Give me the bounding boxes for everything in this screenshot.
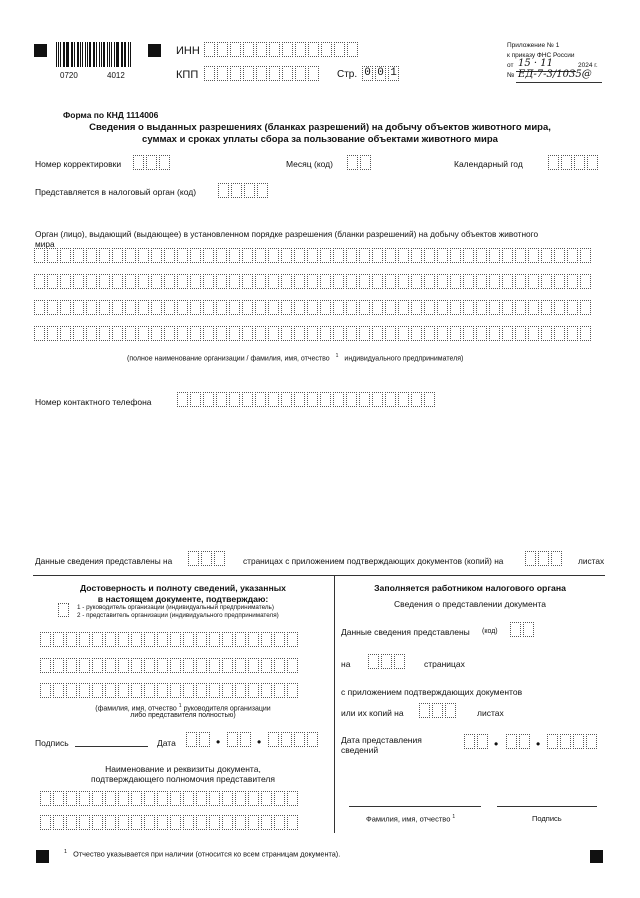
order-number-handwritten: ЕД-7-3/1035@	[518, 69, 592, 80]
barcode-bar	[117, 42, 119, 67]
name-caption-tail: руководителя организации	[183, 705, 271, 713]
year-cells[interactable]	[548, 155, 598, 170]
issuer-name-row[interactable]	[34, 300, 591, 315]
fio-line[interactable]	[349, 806, 481, 807]
right-date-month-cells[interactable]	[506, 734, 530, 749]
barcode-bar	[56, 42, 57, 67]
barcode-bar	[116, 42, 117, 67]
right-date-dot-2: •	[536, 737, 541, 751]
issuer-caption	[127, 353, 463, 362]
barcode-bar	[87, 42, 88, 67]
confirm-option-2: 2 - представитель организации (индивидуального предпринимателя)	[77, 612, 279, 619]
fio-label-sup: 1	[452, 814, 456, 820]
barcode-bar	[72, 42, 73, 67]
barcode-bar	[109, 42, 110, 67]
left-date-dot-2: •	[257, 735, 262, 749]
month-cells[interactable]	[347, 155, 371, 170]
left-date-label: Дата	[157, 738, 176, 748]
barcode-bar	[94, 42, 95, 67]
right-sheets-cells[interactable]	[419, 703, 456, 718]
presented-code-label: (код)	[482, 628, 498, 635]
appendix-label: Приложение № 1	[507, 42, 560, 49]
barcode-bar	[125, 42, 126, 67]
confirm-name-row[interactable]	[40, 632, 298, 647]
phone-cells[interactable]	[177, 392, 435, 407]
confirm-heading-1: Достоверность и полноту сведений, указанных	[80, 583, 286, 593]
order-date-handwritten: 15 · 11	[518, 58, 553, 69]
footnote-sup: 1	[64, 849, 68, 855]
barcode-bar	[71, 42, 72, 67]
month-label: Месяц (код)	[286, 159, 333, 169]
right-date-day-cells[interactable]	[464, 734, 488, 749]
left-date-day-cells[interactable]	[186, 732, 210, 747]
presented-code-cells[interactable]	[510, 622, 534, 637]
correction-number-cells[interactable]	[133, 155, 170, 170]
section-top-rule	[33, 575, 605, 576]
order-date-prefix: от	[507, 62, 514, 69]
pages-count-cells[interactable]	[188, 551, 225, 566]
right-sheets-label: листах	[477, 708, 504, 718]
sign-label: Подпись	[532, 814, 562, 823]
page-digit-1: 0	[362, 66, 373, 81]
issuer-name-row[interactable]	[34, 248, 591, 263]
barcode-bar	[85, 42, 86, 67]
confirm-option-1: 1 - руководитель организации (индивидуальный предприниматель)	[77, 604, 274, 611]
presented-label: Данные сведения представлены	[341, 627, 470, 637]
date-presented-label-1: Дата представления	[341, 735, 422, 745]
kpp-cells[interactable]	[204, 66, 319, 81]
authority-document-row[interactable]	[40, 791, 298, 806]
right-date-dot-1: •	[494, 737, 499, 751]
footnote	[64, 849, 340, 858]
right-heading: Заполняется работником налогового органа	[374, 583, 566, 593]
barcode-bar	[101, 42, 102, 67]
authority-document-row[interactable]	[40, 815, 298, 830]
section-middle-rule	[334, 575, 335, 833]
kpp-label: КПП	[176, 69, 199, 81]
barcode-image	[56, 42, 132, 67]
pages-middle-label: страницах с приложением подтверждающих документов (копий) на	[243, 556, 504, 566]
year-label: Календарный год	[454, 159, 523, 169]
confirm-heading-2: в настоящем документе, подтверждаю:	[97, 594, 269, 604]
barcode-bar	[80, 42, 81, 67]
barcode-bar	[89, 42, 91, 67]
attach-label: с приложением подтверждающих документов	[341, 687, 523, 697]
name-caption-sup: 1	[178, 703, 182, 709]
barcode-number-left: 0720	[60, 71, 78, 80]
confirm-name-row[interactable]	[40, 658, 298, 673]
confirm-role-cell[interactable]	[58, 603, 69, 617]
sign-line[interactable]	[497, 806, 597, 807]
left-date-month-cells[interactable]	[227, 732, 251, 747]
barcode-bar	[103, 42, 105, 67]
order-number-underline	[516, 82, 602, 83]
name-caption-text: (фамилия, имя, отчество	[95, 705, 177, 713]
copies-label: или их копий на	[341, 708, 404, 718]
right-pages-label: страницах	[424, 659, 465, 669]
barcode-bar	[60, 42, 61, 67]
order-number-prefix: №	[507, 72, 515, 79]
corner-marker-bottom-right	[590, 850, 603, 863]
page-digit-2: 0	[375, 66, 386, 81]
issuer-caption-text: (полное наименование организации / фамилия, имя, отчество	[127, 355, 330, 363]
issuer-label-line2: мира	[35, 239, 55, 249]
barcode-bar	[121, 42, 122, 67]
issuer-caption-tail: индивидуального предпринимателя)	[344, 355, 464, 363]
doc-heading-2: подтверждающего полномочия представителя	[91, 774, 275, 784]
fio-label-text: Фамилия, имя, отчество	[366, 814, 451, 824]
barcode-bar	[77, 42, 79, 67]
doc-heading-1: Наименование и реквизиты документа,	[105, 764, 261, 774]
order-label: к приказу ФНС России	[507, 52, 575, 59]
barcode-bar	[130, 42, 131, 67]
corner-marker-top-left	[34, 44, 47, 57]
barcode-number-right: 4012	[107, 71, 125, 80]
page-label: Стр.	[337, 69, 358, 80]
order-year: 2024 г.	[578, 62, 598, 69]
form-title-line2: суммах и сроках уплаты сбора за пользование объектами животного мира	[142, 134, 498, 145]
barcode-bar	[82, 42, 83, 67]
signature-label: Подпись	[35, 738, 69, 748]
barcode-bar	[96, 42, 97, 67]
left-date-year-cells[interactable]	[268, 732, 318, 747]
corner-marker-bottom-left	[36, 850, 49, 863]
issuer-label-line1: Орган (лицо), выдающий (выдающее) в установленном порядке разрешения (бланки разрешений) на добычу объектов животного	[35, 229, 539, 239]
tax-authority-label: Представляется в налоговый орган (код)	[35, 187, 197, 197]
tax-authority-cells[interactable]	[218, 183, 268, 198]
name-caption-2: либо представителя полностью)	[130, 712, 236, 719]
barcode-bar	[74, 42, 75, 67]
fio-label	[366, 814, 455, 824]
form-title-line1: Сведения о выданных разрешениях (бланках разрешений) на добычу объектов животного мира,	[89, 122, 551, 133]
barcode-bar	[93, 42, 94, 67]
form-knd: Форма по КНД 1114006	[63, 110, 159, 120]
right-pages-cells[interactable]	[368, 654, 405, 669]
signature-line[interactable]	[75, 746, 148, 747]
page-number-cells	[362, 66, 399, 81]
issuer-name-row[interactable]	[34, 274, 591, 289]
issuer-name-row[interactable]	[34, 326, 591, 341]
barcode-bar	[67, 42, 68, 67]
page-digit-3: 1	[388, 66, 399, 81]
pages-prefix-label: Данные сведения представлены на	[35, 556, 173, 566]
date-presented-label-2: сведений	[341, 745, 379, 755]
pages-suffix-label: листах	[578, 556, 605, 566]
inn-label: ИНН	[176, 45, 200, 57]
right-date-year-cells[interactable]	[547, 734, 597, 749]
footnote-text: Отчество указывается при наличии (относится ко всем страницам документа).	[73, 849, 341, 859]
barcode-bar	[66, 42, 67, 67]
inn-cells[interactable]	[204, 42, 358, 57]
barcode-bar	[58, 42, 59, 67]
confirm-name-row[interactable]	[40, 683, 298, 698]
barcode-bar	[99, 42, 100, 67]
barcode-bar	[63, 42, 65, 67]
issuer-caption-sup: 1	[335, 353, 339, 359]
left-date-dot-1: •	[216, 735, 221, 749]
corner-marker-top-middle	[148, 44, 161, 57]
barcode-bar	[124, 42, 125, 67]
barcode-bar	[114, 42, 115, 67]
phone-label: Номер контактного телефона	[35, 397, 152, 407]
name-caption-1	[33, 703, 333, 712]
on-label: на	[341, 659, 351, 669]
barcode-bar	[107, 42, 108, 67]
barcode-bar	[128, 42, 129, 67]
barcode-bar	[111, 42, 112, 67]
correction-label: Номер корректировки	[35, 159, 122, 169]
sheets-count-cells[interactable]	[525, 551, 562, 566]
right-subheading: Сведения о представлении документа	[394, 599, 546, 609]
